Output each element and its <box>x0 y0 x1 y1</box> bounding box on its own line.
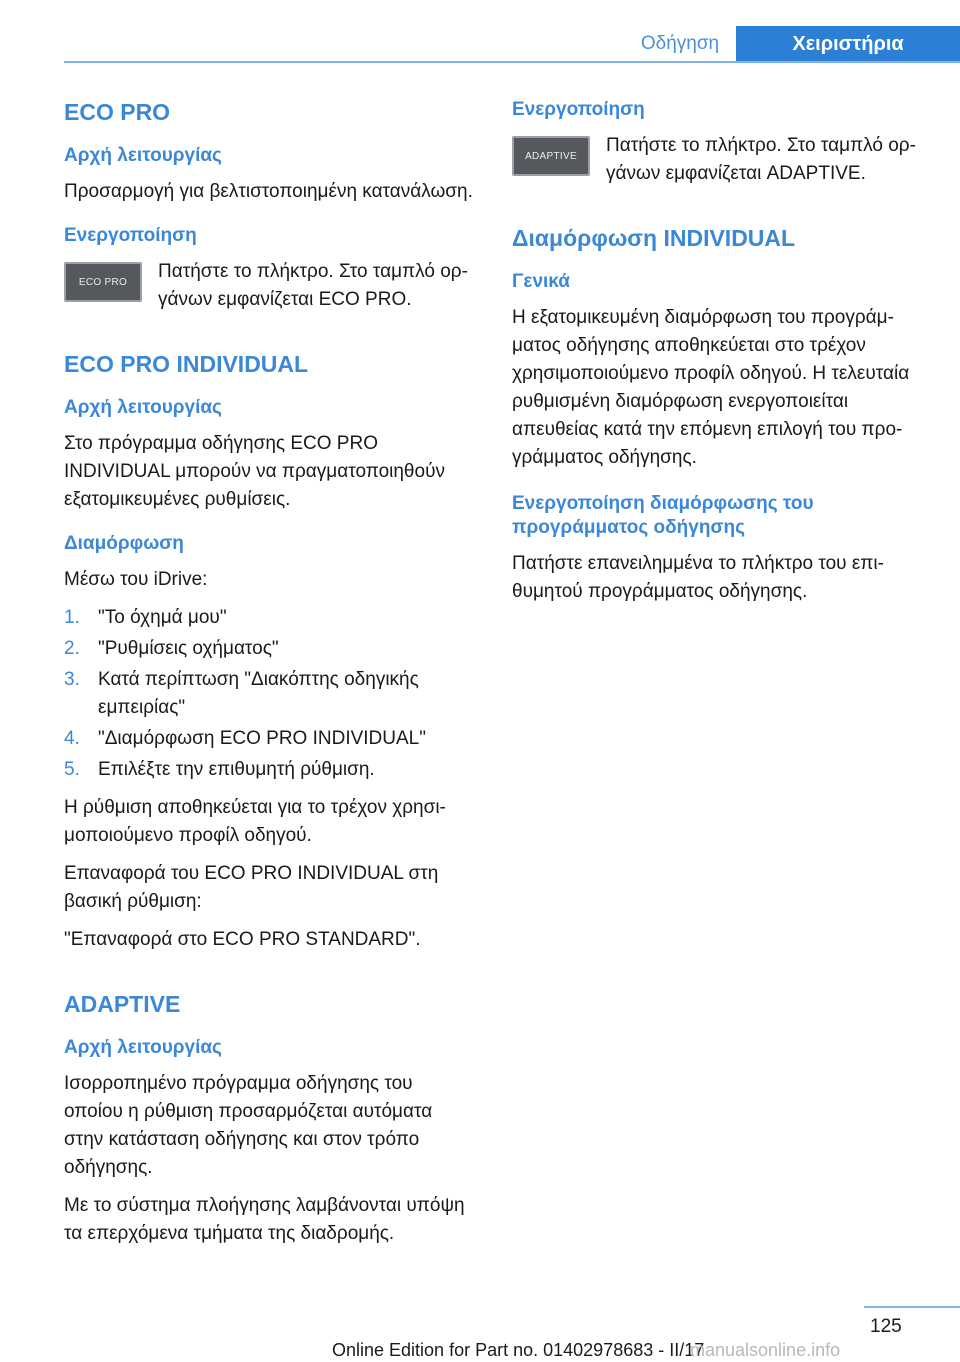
tab-controls[interactable] <box>736 26 960 62</box>
list-item <box>64 725 474 753</box>
page-number: 125 <box>870 1316 902 1337</box>
adaptive-activation-heading: Ενεργοποίηση <box>512 99 645 120</box>
list-item <box>64 635 474 663</box>
list-item <box>64 666 474 722</box>
adaptive-activation-text: Πατήστε το πλήκτρο. Στο ταμπλό οργάνων εμφανίζεται ADAPTIVE. <box>606 135 916 184</box>
individual-title: Διαμόρφωση INDIVIDUAL <box>512 225 796 251</box>
step-number: 5. <box>64 759 80 780</box>
left-column <box>64 98 474 1258</box>
reset-text: Επαναφορά του ECO PRO INDIVIDUAL στη βασική ρύθμιση: <box>64 863 439 912</box>
footer-edition: Online Edition for Part no. 01402978683 - II/17 <box>332 1340 705 1360</box>
footer-divider <box>864 1306 960 1308</box>
activate-config-heading: Ενεργοποίηση διαμόρφωσης του προγράμματος οδήγησης <box>512 493 814 538</box>
adaptive-title: ADAPTIVE <box>64 991 181 1017</box>
step-number: 2. <box>64 638 80 659</box>
step-number: 1. <box>64 607 80 628</box>
eco-pro-button-image: ECO PRO <box>64 262 142 302</box>
adaptive-nav-text: Με το σύστημα πλοήγησης λαμβάνονται υπόψη τα επερχόμενα τμήματα της διαδρομής. <box>64 1195 465 1244</box>
eco-pro-activation-text: Πατήστε το πλήκτρο. Στο ταμπλό οργάνων εμφανίζεται ECO PRO. <box>158 261 468 310</box>
adaptive-activation-row <box>512 132 932 188</box>
eco-pro-principle-heading: Αρχή λειτουργίας <box>64 145 222 166</box>
saved-text: Η ρύθμιση αποθηκεύεται για το τρέχον χρησιμοποιούμενο προφίλ οδηγού. <box>64 797 446 846</box>
step-text: Επιλέξτε την επιθυμητή ρύθμιση. <box>98 759 375 780</box>
eco-pro-activation-row <box>64 258 474 314</box>
eco-pro-individual-principle-heading: Αρχή λειτουργίας <box>64 397 222 418</box>
general-text: Η εξατομικευμένη διαμόρφωση του προγράμματος οδήγησης αποθηκεύεται στο τρέχον χρησιμοποιούμενο προφίλ οδηγού. Η τελευταία ρυθμισμένη διαμόρφωση ενεργοποιείται απευθείας κατά την επόμενη επιλογή του προγράμματος οδήγησης. <box>512 307 910 468</box>
step-text: "Διαμόρφωση ECO PRO INDIVIDUAL" <box>98 728 426 749</box>
eco-pro-individual-title: ECO PRO INDIVIDUAL <box>64 351 309 377</box>
step-text: Κατά περίπτωση "Διακόπτης οδηγικής εμπειρίας" <box>98 669 419 718</box>
activate-config-text: Πατήστε επανειλημμένα το πλήκτρο του επιθυμητού προγράμματος οδήγησης. <box>512 553 884 602</box>
step-number: 4. <box>64 728 80 749</box>
adaptive-principle-heading: Αρχή λειτουργίας <box>64 1037 222 1058</box>
eco-pro-activation-heading: Ενεργοποίηση <box>64 225 197 246</box>
reset-value: "Επαναφορά στο ECO PRO STANDARD". <box>64 929 421 950</box>
tab-driving-label: Οδήγηση <box>640 33 720 54</box>
eco-pro-individual-principle-text: Στο πρόγραμμα οδήγησης ECO PRO INDIVIDUAL μπορούν να πραγματοποιηθούν εξατομικευμένες ρυθμίσεις. <box>64 433 445 510</box>
step-number: 3. <box>64 669 80 690</box>
header-tabs <box>624 26 960 62</box>
eco-pro-principle-text: Προσαρμογή για βελτιστοποιημένη κατανάλωση. <box>64 181 473 202</box>
eco-pro-title: ECO PRO <box>64 99 171 125</box>
watermark: manualsonline.info <box>690 1340 841 1360</box>
list-item <box>64 756 474 784</box>
adaptive-principle-text: Ισορροπημένο πρόγραμμα οδήγησης του οποίου η ρύθμιση προσαρμόζεται αυτόματα στην κατάσταση οδήγησης και στον τρόπο οδήγησης. <box>64 1073 433 1178</box>
tab-controls-label: Χειριστήρια <box>792 32 904 55</box>
config-steps <box>64 604 474 784</box>
step-text: "Το όχημά μου" <box>98 607 227 628</box>
step-text: "Ρυθμίσεις οχήματος" <box>98 638 279 659</box>
list-item <box>64 604 474 632</box>
adaptive-button-image: ADAPTIVE <box>512 136 590 176</box>
tab-driving[interactable] <box>624 26 736 62</box>
header-divider <box>64 61 960 63</box>
general-heading: Γενικά <box>512 271 570 292</box>
config-heading: Διαμόρφωση <box>64 533 184 554</box>
config-intro: Μέσω του iDrive: <box>64 569 208 590</box>
right-column <box>512 98 932 616</box>
